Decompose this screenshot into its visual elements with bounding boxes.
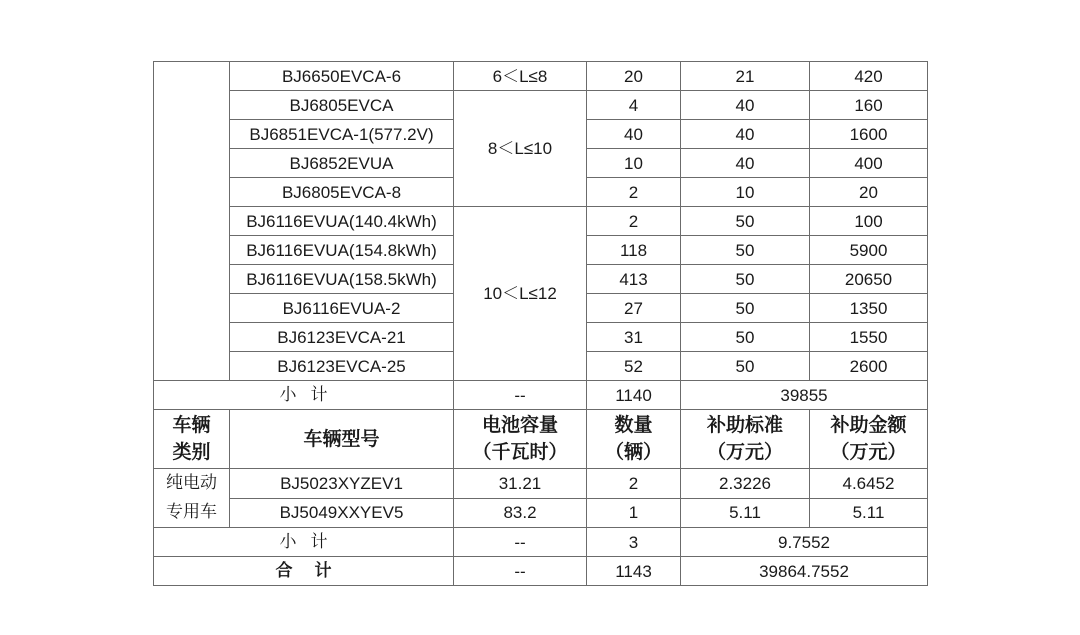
table-row — [154, 469, 928, 499]
quantity-cell: 413 — [587, 265, 681, 294]
quantity-cell: 27 — [587, 294, 681, 323]
subtotal-label: 小计 — [154, 528, 454, 557]
subtotal-quantity: 3 — [587, 528, 681, 557]
subsidy-amount-cell: 2600 — [810, 352, 928, 381]
battery-cell: 31.21 — [454, 469, 587, 499]
category-cell-bus — [154, 62, 230, 381]
subsidy-amount-cell: 1550 — [810, 323, 928, 352]
subtotal-dash: -- — [454, 381, 587, 410]
quantity-cell: 20 — [587, 62, 681, 91]
bus-subtotal-row — [154, 381, 928, 410]
model-cell: BJ6116EVUA-2 — [230, 294, 454, 323]
table-header-row — [154, 410, 928, 469]
quantity-cell: 10 — [587, 149, 681, 178]
subsidy-amount-cell: 1350 — [810, 294, 928, 323]
subtotal-amount: 39855 — [681, 381, 928, 410]
subtotal-amount: 9.7552 — [681, 528, 928, 557]
model-cell: BJ6123EVCA-21 — [230, 323, 454, 352]
table-row — [154, 62, 928, 91]
header-subsidy-standard: 补助标准 （万元） — [681, 410, 810, 469]
grand-total-label: 合计 — [154, 557, 454, 586]
subsidy-standard-cell: 5.11 — [681, 498, 810, 528]
grand-total-amount: 39864.7552 — [681, 557, 928, 586]
quantity-cell: 2 — [587, 469, 681, 499]
header-model: 车辆型号 — [230, 410, 454, 469]
model-cell: BJ5049XXYEV5 — [230, 498, 454, 528]
model-cell: BJ6805EVCA — [230, 91, 454, 120]
quantity-cell: 52 — [587, 352, 681, 381]
subsidy-amount-cell: 5.11 — [810, 498, 928, 528]
subsidy-standard-cell: 10 — [681, 178, 810, 207]
length-range-cell: 6＜L≤8 — [454, 62, 587, 91]
subtotal-quantity: 1140 — [587, 381, 681, 410]
table-row — [154, 91, 928, 120]
subtotal-dash: -- — [454, 528, 587, 557]
subsidy-standard-cell: 40 — [681, 91, 810, 120]
model-cell: BJ6116EVUA(140.4kWh) — [230, 207, 454, 236]
subsidy-amount-cell: 1600 — [810, 120, 928, 149]
header-subsidy-amount: 补助金额 （万元） — [810, 410, 928, 469]
battery-cell: 83.2 — [454, 498, 587, 528]
subsidy-standard-cell: 50 — [681, 323, 810, 352]
subsidy-amount-cell: 160 — [810, 91, 928, 120]
model-cell: BJ5023XYZEV1 — [230, 469, 454, 499]
grand-total-row — [154, 557, 928, 586]
model-cell: BJ6116EVUA(158.5kWh) — [230, 265, 454, 294]
subsidy-amount-cell: 20 — [810, 178, 928, 207]
quantity-cell: 4 — [587, 91, 681, 120]
subsidy-amount-cell: 4.6452 — [810, 469, 928, 499]
subsidy-standard-cell: 2.3226 — [681, 469, 810, 499]
quantity-cell: 118 — [587, 236, 681, 265]
model-cell: BJ6123EVCA-25 — [230, 352, 454, 381]
model-cell: BJ6851EVCA-1(577.2V) — [230, 120, 454, 149]
quantity-cell: 1 — [587, 498, 681, 528]
subsidy-standard-cell: 21 — [681, 62, 810, 91]
grand-total-quantity: 1143 — [587, 557, 681, 586]
subsidy-standard-cell: 50 — [681, 207, 810, 236]
model-cell: BJ6650EVCA-6 — [230, 62, 454, 91]
subsidy-amount-cell: 5900 — [810, 236, 928, 265]
quantity-cell: 2 — [587, 178, 681, 207]
subsidy-table — [153, 61, 928, 586]
model-cell: BJ6852EVUA — [230, 149, 454, 178]
subsidy-standard-cell: 50 — [681, 352, 810, 381]
subsidy-amount-cell: 100 — [810, 207, 928, 236]
header-battery: 电池容量 （千瓦时） — [454, 410, 587, 469]
model-cell: BJ6805EVCA-8 — [230, 178, 454, 207]
table-row — [154, 207, 928, 236]
table-row — [154, 498, 928, 528]
grand-total-dash: -- — [454, 557, 587, 586]
subsidy-amount-cell: 420 — [810, 62, 928, 91]
model-cell: BJ6116EVUA(154.8kWh) — [230, 236, 454, 265]
subtotal-label: 小计 — [154, 381, 454, 410]
subsidy-standard-cell: 40 — [681, 120, 810, 149]
subsidy-standard-cell: 50 — [681, 265, 810, 294]
special-subtotal-row — [154, 528, 928, 557]
header-quantity: 数量 （辆） — [587, 410, 681, 469]
quantity-cell: 40 — [587, 120, 681, 149]
subsidy-standard-cell: 40 — [681, 149, 810, 178]
quantity-cell: 2 — [587, 207, 681, 236]
subsidy-amount-cell: 400 — [810, 149, 928, 178]
quantity-cell: 31 — [587, 323, 681, 352]
length-range-cell: 8＜L≤10 — [454, 91, 587, 207]
subsidy-standard-cell: 50 — [681, 236, 810, 265]
length-range-cell: 10＜L≤12 — [454, 207, 587, 381]
subsidy-amount-cell: 20650 — [810, 265, 928, 294]
category-cell-special: 纯电动 专用车 — [154, 469, 230, 528]
subsidy-standard-cell: 50 — [681, 294, 810, 323]
header-category: 车辆 类别 — [154, 410, 230, 469]
